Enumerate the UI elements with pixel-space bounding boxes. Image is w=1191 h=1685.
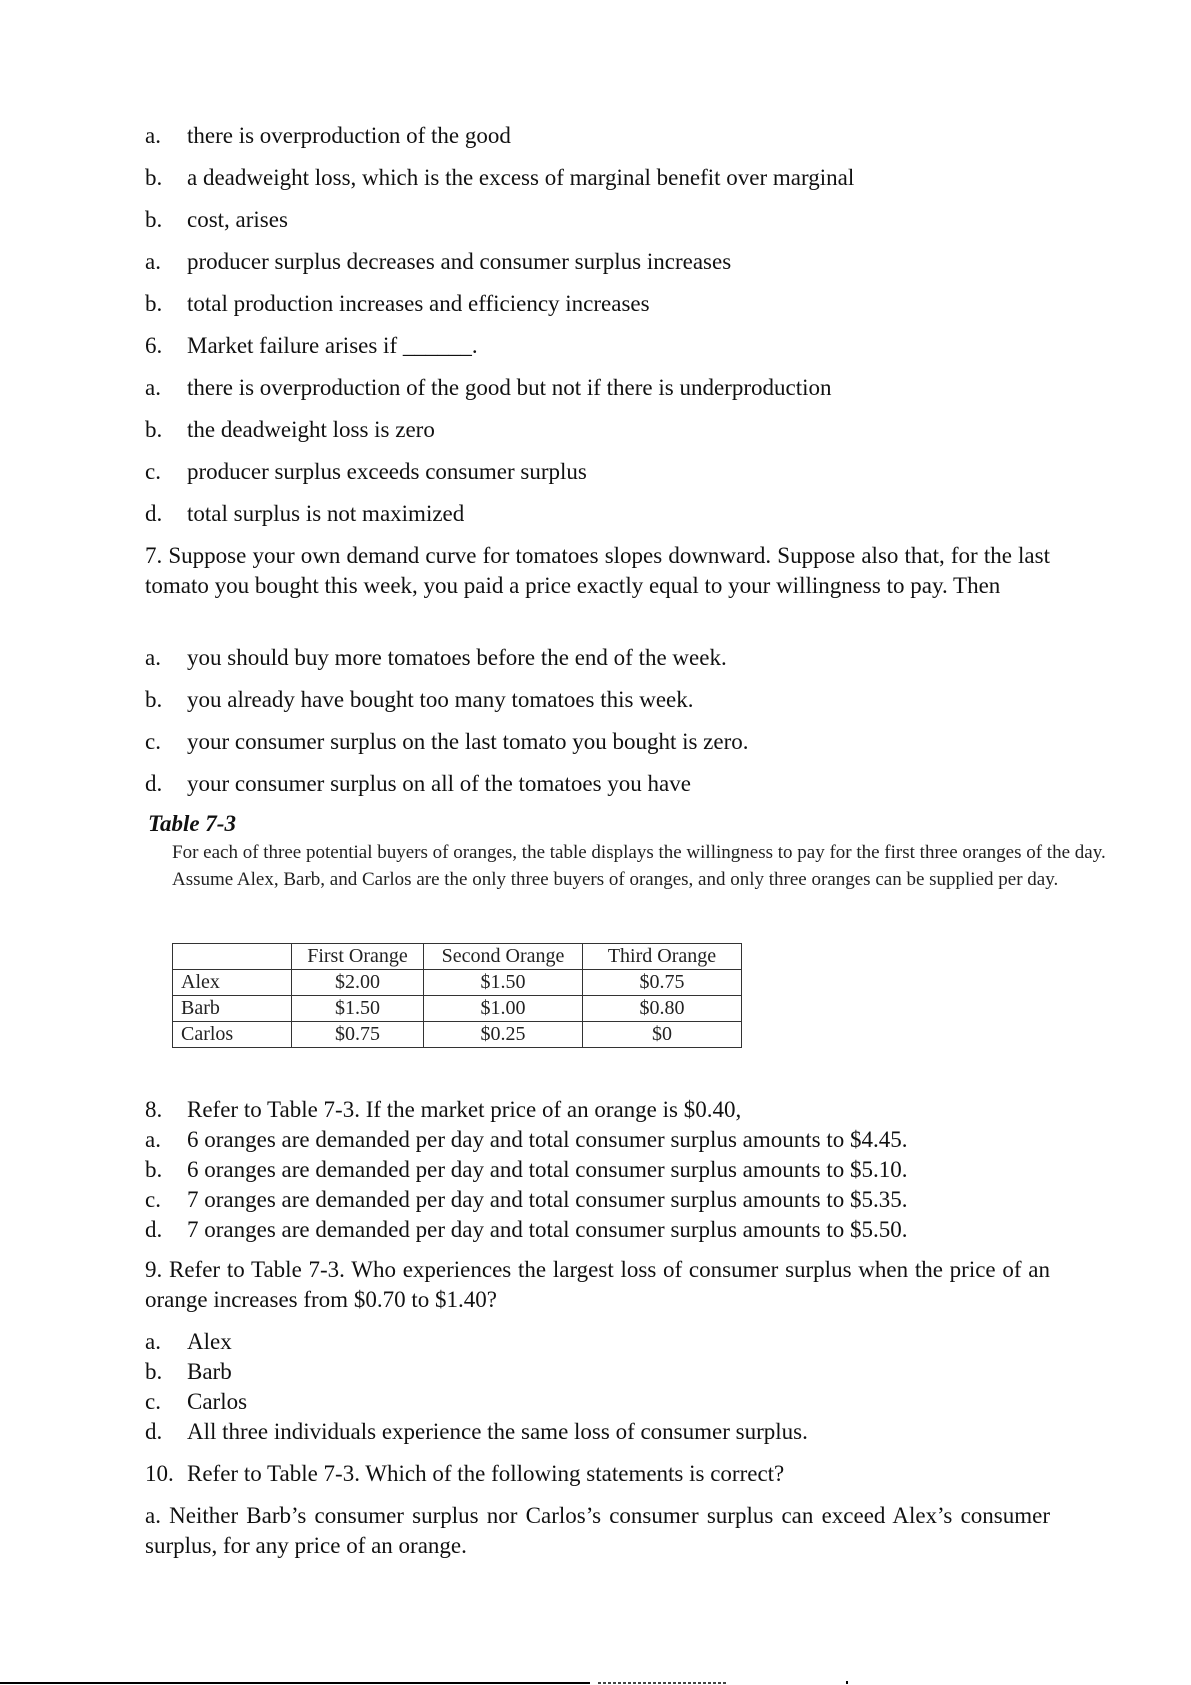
option-item bbox=[145, 1388, 247, 1416]
page-bottom-artifact bbox=[598, 1682, 728, 1684]
option-item bbox=[145, 500, 464, 528]
option-text: a deadweight loss, which is the excess of marginal benefit over marginal bbox=[187, 165, 855, 190]
question-10-stem bbox=[145, 1460, 784, 1488]
option-label: c. bbox=[145, 1389, 161, 1414]
page-bottom-rule bbox=[0, 1682, 590, 1684]
table-title: Table 7-3 bbox=[148, 811, 236, 836]
option-text: you already have bought too many tomatoes this week. bbox=[187, 687, 694, 712]
value-cell: $1.50 bbox=[424, 970, 583, 996]
option-label: a. bbox=[145, 249, 161, 274]
question-6-stem bbox=[145, 332, 478, 360]
table-row bbox=[173, 970, 742, 996]
question-number: 6. bbox=[145, 333, 163, 358]
option-label: b. bbox=[145, 291, 163, 316]
option-label: c. bbox=[145, 459, 161, 484]
question-text: Refer to Table 7-3. If the market price of an orange is $0.40, bbox=[187, 1097, 742, 1122]
option-item bbox=[145, 290, 650, 318]
question-text: Market failure arises if ______. bbox=[187, 333, 478, 358]
option-label: c. bbox=[145, 729, 161, 754]
option-label: a. bbox=[145, 123, 161, 148]
option-label: d. bbox=[145, 1419, 163, 1444]
option-text: Carlos bbox=[187, 1389, 248, 1414]
option-label: b. bbox=[145, 687, 163, 712]
option-item bbox=[145, 1328, 232, 1356]
option-item bbox=[145, 644, 727, 672]
option-text: 6 oranges are demanded per day and total consumer surplus amounts to $5.10. bbox=[187, 1157, 908, 1182]
option-item bbox=[145, 164, 854, 192]
option-item bbox=[145, 1156, 907, 1184]
table-row bbox=[173, 1022, 742, 1048]
option-text: producer surplus decreases and consumer surplus increases bbox=[187, 249, 732, 274]
option-label: c. bbox=[145, 1187, 161, 1212]
table-description: For each of three potential buyers of oranges, the table displays the willingness to pay for the first three oranges of the day. Assume Alex, Barb, and Carlos are the only three buyers of oranges, and only three oranges can be supplied per day. bbox=[172, 842, 1106, 890]
value-cell: $0.75 bbox=[292, 1022, 424, 1048]
option-item bbox=[145, 206, 288, 234]
option-text: total surplus is not maximized bbox=[187, 501, 465, 526]
question-8-stem bbox=[145, 1096, 741, 1124]
option-label: b. bbox=[145, 417, 163, 442]
option-item bbox=[145, 416, 435, 444]
header-cell: First Orange bbox=[292, 944, 424, 970]
value-cell: $2.00 bbox=[292, 970, 424, 996]
option-item: a. Neither Barb’s consumer surplus nor Carlos’s consumer surplus can exceed Alex’s consumer surplus, for any price of an orange. bbox=[145, 1503, 1050, 1558]
option-text: producer surplus exceeds consumer surplus bbox=[187, 459, 587, 484]
option-label: d. bbox=[145, 771, 163, 796]
table-row bbox=[173, 996, 742, 1022]
option-label: d. bbox=[145, 501, 163, 526]
value-cell: $1.00 bbox=[424, 996, 583, 1022]
option-item bbox=[145, 248, 731, 276]
option-label: b. bbox=[145, 207, 163, 232]
header-cell: Third Orange bbox=[583, 944, 742, 970]
willingness-to-pay-table bbox=[172, 943, 742, 1048]
option-item bbox=[145, 374, 831, 402]
option-text: Alex bbox=[187, 1329, 232, 1354]
option-label: a. bbox=[145, 1127, 161, 1152]
value-cell: $0.80 bbox=[583, 996, 742, 1022]
option-item bbox=[145, 686, 694, 714]
option-item bbox=[145, 1216, 907, 1244]
header-cell: Second Orange bbox=[424, 944, 583, 970]
option-text: 7 oranges are demanded per day and total consumer surplus amounts to $5.50. bbox=[187, 1217, 908, 1242]
option-text: you should buy more tomatoes before the end of the week. bbox=[187, 645, 727, 670]
value-cell: $0 bbox=[583, 1022, 742, 1048]
option-item bbox=[145, 728, 749, 756]
page-bottom-tick bbox=[846, 1681, 848, 1684]
option-item bbox=[145, 1186, 907, 1214]
question-7-stem: 7. Suppose your own demand curve for tomatoes slopes downward. Suppose also that, for the last tomato you bought this week, you paid a price exactly equal to your willingness to pay. Then bbox=[145, 543, 1050, 598]
option-item bbox=[145, 770, 691, 798]
value-cell: $1.50 bbox=[292, 996, 424, 1022]
option-label: b. bbox=[145, 165, 163, 190]
question-number: 8. bbox=[145, 1097, 163, 1122]
option-text: cost, arises bbox=[187, 207, 288, 232]
option-text: Barb bbox=[187, 1359, 232, 1384]
option-text: total production increases and efficiency increases bbox=[187, 291, 650, 316]
option-label: b. bbox=[145, 1157, 163, 1182]
option-text: 7 oranges are demanded per day and total consumer surplus amounts to $5.35. bbox=[187, 1187, 908, 1212]
option-label: b. bbox=[145, 1359, 163, 1384]
option-label: a. bbox=[145, 645, 161, 670]
question-number: 10. bbox=[145, 1461, 174, 1486]
buyer-name-cell: Barb bbox=[173, 996, 292, 1022]
buyer-name-cell: Carlos bbox=[173, 1022, 292, 1048]
option-text: the deadweight loss is zero bbox=[187, 417, 435, 442]
option-text: 6 oranges are demanded per day and total consumer surplus amounts to $4.45. bbox=[187, 1127, 908, 1152]
option-text: All three individuals experience the same loss of consumer surplus. bbox=[187, 1419, 808, 1444]
value-cell: $0.25 bbox=[424, 1022, 583, 1048]
option-label: d. bbox=[145, 1217, 163, 1242]
buyer-name-cell: Alex bbox=[173, 970, 292, 996]
option-text: there is overproduction of the good bbox=[187, 123, 511, 148]
option-item bbox=[145, 122, 511, 150]
question-9-stem: 9. Refer to Table 7-3. Who experiences the largest loss of consumer surplus when the price of an orange increases from $0.70 to $1.40? bbox=[145, 1257, 1050, 1312]
question-text: Refer to Table 7-3. Which of the following statements is correct? bbox=[187, 1461, 785, 1486]
table-header-row bbox=[173, 944, 742, 970]
option-label: a. bbox=[145, 1329, 161, 1354]
option-item bbox=[145, 1126, 907, 1154]
value-cell: $0.75 bbox=[583, 970, 742, 996]
option-text: your consumer surplus on all of the tomatoes you have bbox=[187, 771, 691, 796]
option-label: a. bbox=[145, 375, 161, 400]
header-cell bbox=[173, 944, 292, 970]
option-item bbox=[145, 1418, 808, 1446]
option-item bbox=[145, 458, 587, 486]
option-item bbox=[145, 1358, 232, 1386]
option-text: your consumer surplus on the last tomato you bought is zero. bbox=[187, 729, 749, 754]
option-text: there is overproduction of the good but not if there is underproduction bbox=[187, 375, 832, 400]
